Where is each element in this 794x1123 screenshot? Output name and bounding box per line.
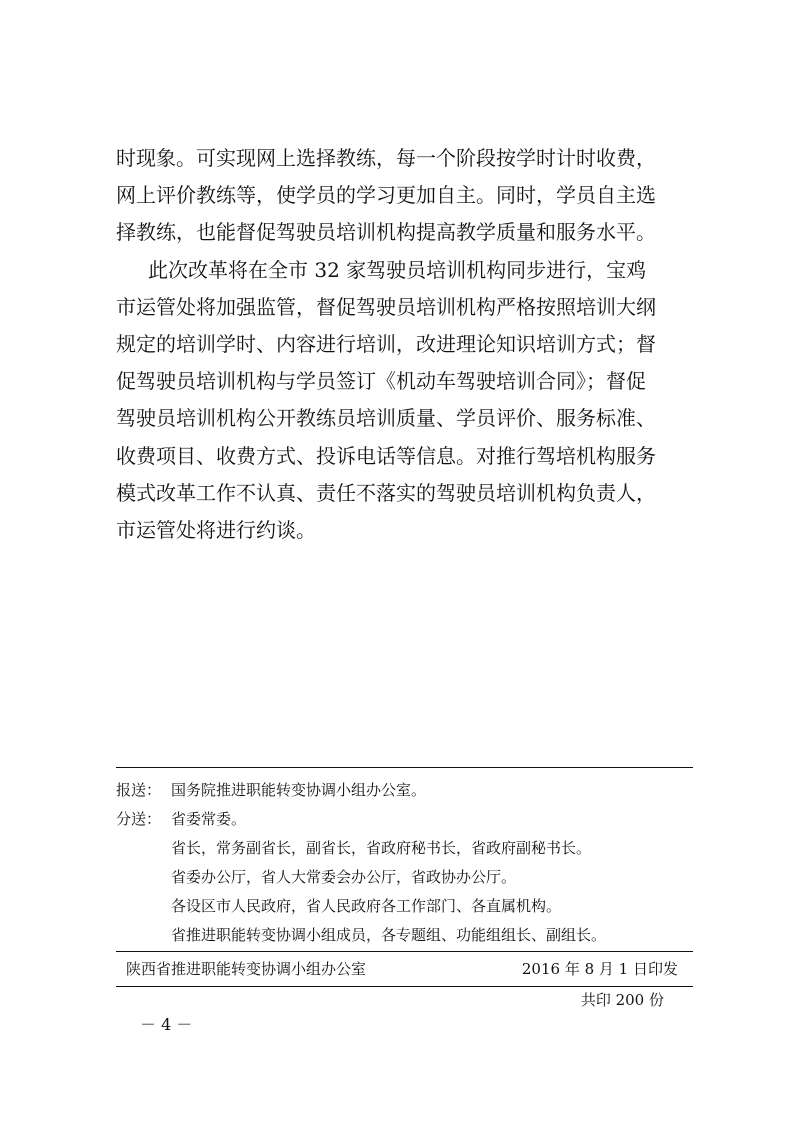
report-recipient: 国务院推进职能转变协调小组办公室。 (171, 781, 427, 799)
middle-divider (116, 951, 693, 952)
page-number: － 4 － (140, 1015, 193, 1034)
body-line: 促驾驶员培训机构与学员签订《机动车驾驶培训合同》；督促 (116, 369, 646, 394)
body-line: 市运管处将进行约谈。 (116, 517, 316, 542)
report-to-row (116, 776, 696, 805)
report-label: 报送： (116, 781, 162, 799)
copy-recipient: 省委办公厅，省人大常委会办公厅，省政协办公厅。 (171, 868, 517, 886)
copy-recipient: 省推进职能转变协调小组成员，各专题组、功能组组长、副组长。 (171, 926, 607, 944)
paragraph-start-line: 此次改革将在全市 32 家驾驶员培训机构同步进行，宝鸡 (148, 257, 647, 282)
body-line: 择教练，也能督促驾驶员培训机构提高教学质量和服务水平。 (116, 220, 656, 245)
copies-count: 共印 200 份 (580, 991, 664, 1009)
body-line: 规定的培训学时、内容进行培训，改进理论知识培训方式；督 (116, 331, 656, 356)
issuer-name: 陕西省推进职能转变协调小组办公室 (126, 960, 367, 978)
distribution-block (116, 776, 696, 950)
top-divider (116, 767, 693, 768)
body-line: 网上评价教练等，使学员的学习更加自主。同时，学员自主选 (116, 183, 656, 208)
copy-recipient: 省委常委。 (171, 810, 247, 828)
body-line: 市运管处将加强监管，督促驾驶员培训机构严格按照培训大纲 (116, 294, 656, 319)
body-text (116, 140, 696, 549)
copy-label: 分送： (116, 810, 162, 828)
issue-date: 2016 年 8 月 1 日印发 (521, 960, 678, 978)
body-line: 时现象。可实现网上选择教练，每一个阶段按学时计时收费， (116, 146, 656, 170)
body-line: 驾驶员培训机构公开教练员培训质量、学员评价、服务标准、 (116, 406, 656, 431)
body-line: 收费项目、收费方式、投诉电话等信息。对推行驾培机构服务 (116, 443, 656, 468)
copy-to-row (116, 805, 696, 834)
bottom-divider (116, 986, 693, 987)
copy-recipient: 各设区市人民政府，省人民政府各工作部门、各直属机构。 (171, 897, 562, 915)
copy-recipient: 省长，常务副省长，副省长，省政府秘书长，省政府副秘书长。 (171, 839, 592, 857)
body-line: 模式改革工作不认真、责任不落实的驾驶员培训机构负责人， (116, 480, 656, 505)
